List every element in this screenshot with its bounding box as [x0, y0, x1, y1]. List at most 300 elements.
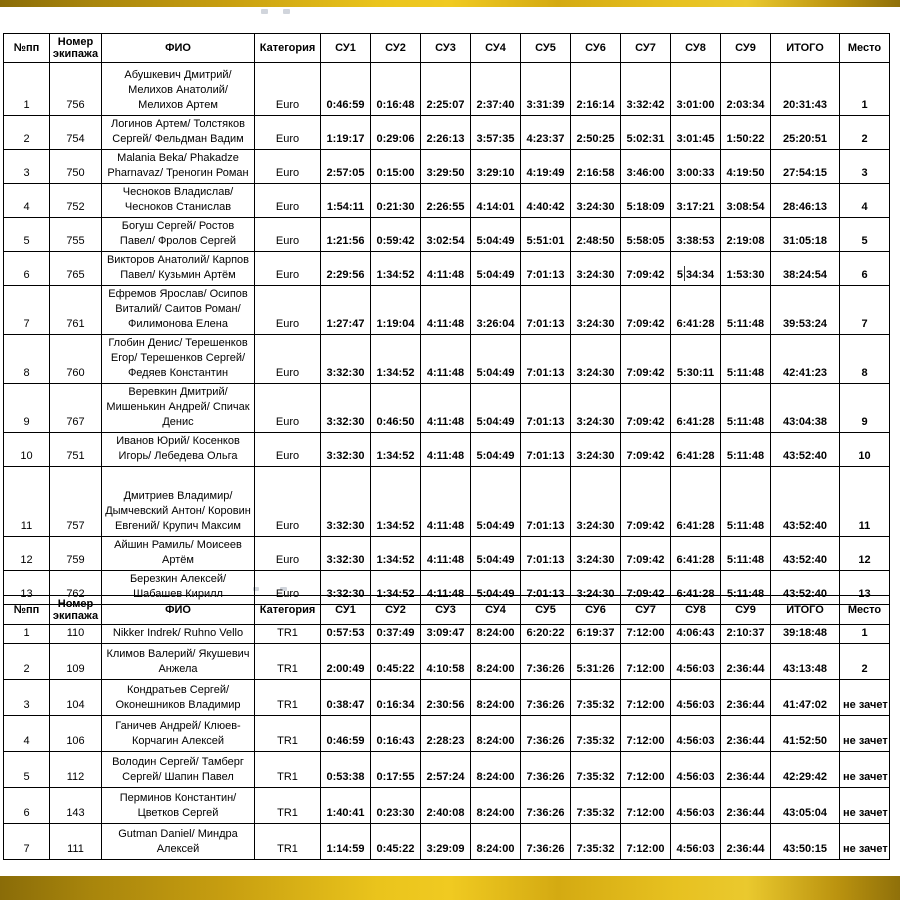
- cell: Euro: [255, 63, 321, 116]
- cell: Кондратьев Сергей/ Оконешников Владимир: [102, 680, 255, 716]
- cell: 0:57:53: [321, 625, 371, 644]
- smudge-mark: [283, 9, 290, 14]
- cell: 7: [840, 286, 890, 335]
- table-row: [4, 63, 890, 116]
- cell: Euro: [255, 116, 321, 150]
- cell: 3:01:45: [671, 116, 721, 150]
- cell: Euro: [255, 252, 321, 286]
- cell: 4:56:03: [671, 680, 721, 716]
- cell: 0:59:42: [371, 218, 421, 252]
- cell: 9: [840, 384, 890, 433]
- cell: Володин Сергей/ Тамберг Сергей/ Шапин Павел: [102, 752, 255, 788]
- smudge-mark: [261, 9, 268, 14]
- cell: 0:46:59: [321, 716, 371, 752]
- column-header: СУ8: [671, 596, 721, 625]
- table-row: [4, 788, 890, 824]
- cell: 1:34:52: [371, 571, 421, 605]
- cell: 0:29:06: [371, 116, 421, 150]
- cell: 0:16:48: [371, 63, 421, 116]
- cell: 43:52:40: [771, 537, 840, 571]
- column-header: СУ5: [521, 34, 571, 63]
- cell: не зачет: [840, 680, 890, 716]
- cell: 10: [840, 433, 890, 467]
- column-header: СУ6: [571, 34, 621, 63]
- cell: 2:16:14: [571, 63, 621, 116]
- cell: 2:29:56: [321, 252, 371, 286]
- cell: 25:20:51: [771, 116, 840, 150]
- cell: 5:11:48: [721, 384, 771, 433]
- cell: не зачет: [840, 752, 890, 788]
- cell: 6:19:37: [571, 625, 621, 644]
- cell: 1:34:52: [371, 335, 421, 384]
- cell: 765: [50, 252, 102, 286]
- table-header: [4, 596, 890, 625]
- cell: 7:35:32: [571, 788, 621, 824]
- cell: 0:45:22: [371, 824, 421, 860]
- cell: 3:24:30: [571, 433, 621, 467]
- cell: 43:50:15: [771, 824, 840, 860]
- cell: 5:58:05: [621, 218, 671, 252]
- cell[interactable]: 5 34:34: [671, 252, 721, 286]
- cell: 2:36:44: [721, 824, 771, 860]
- cell: 2:50:25: [571, 116, 621, 150]
- top-gold-divider: [0, 0, 900, 7]
- cell: 2: [840, 644, 890, 680]
- cell: 7:09:42: [621, 252, 671, 286]
- cell: 112: [50, 752, 102, 788]
- cell: 4:56:03: [671, 824, 721, 860]
- cell: 3:02:54: [421, 218, 471, 252]
- cell: 7:35:32: [571, 824, 621, 860]
- cell: 5:11:48: [721, 335, 771, 384]
- table-row: [4, 433, 890, 467]
- cell: 11: [840, 467, 890, 537]
- cell: 1:21:56: [321, 218, 371, 252]
- cell: 2:57:05: [321, 150, 371, 184]
- cell: 2: [4, 644, 50, 680]
- cell: не зачет: [840, 788, 890, 824]
- column-header: СУ1: [321, 34, 371, 63]
- cell: Айшин Рамиль/ Моисеев Артём: [102, 537, 255, 571]
- cell: 41:52:50: [771, 716, 840, 752]
- cell: 43:52:40: [771, 571, 840, 605]
- cell: 750: [50, 150, 102, 184]
- cell: 3:29:09: [421, 824, 471, 860]
- cell: 2:19:08: [721, 218, 771, 252]
- cell: 1:40:41: [321, 788, 371, 824]
- cell: 8:24:00: [471, 752, 521, 788]
- cell: Ганичев Андрей/ Клюев-Корчагин Алексей: [102, 716, 255, 752]
- cell: 4:11:48: [421, 571, 471, 605]
- cell: 5:31:26: [571, 644, 621, 680]
- column-header: №пп: [4, 34, 50, 63]
- cell: 2:26:13: [421, 116, 471, 150]
- cell: 3:32:42: [621, 63, 671, 116]
- cell: 31:05:18: [771, 218, 840, 252]
- cell: 28:46:13: [771, 184, 840, 218]
- column-header: Номер экипажа: [50, 596, 102, 625]
- table-row: [4, 716, 890, 752]
- cell: 43:05:04: [771, 788, 840, 824]
- cell: 5:51:01: [521, 218, 571, 252]
- cell: 3:32:30: [321, 433, 371, 467]
- cell: 2:40:08: [421, 788, 471, 824]
- column-header: СУ6: [571, 596, 621, 625]
- cell: Викторов Анатолий/ Карпов Павел/ Кузьмин Артём: [102, 252, 255, 286]
- cell: 8:24:00: [471, 644, 521, 680]
- column-header: СУ7: [621, 596, 671, 625]
- cell: 20:31:43: [771, 63, 840, 116]
- cell: 2: [840, 116, 890, 150]
- cell: 7:09:42: [621, 286, 671, 335]
- cell: 8:24:00: [471, 788, 521, 824]
- cell: 759: [50, 537, 102, 571]
- cell: 752: [50, 184, 102, 218]
- cell: 4:11:48: [421, 286, 471, 335]
- table-row: [4, 625, 890, 644]
- cell: 3: [4, 680, 50, 716]
- cell: 1:27:47: [321, 286, 371, 335]
- cell: 7:12:00: [621, 680, 671, 716]
- cell: 11: [4, 467, 50, 537]
- cell: 13: [4, 571, 50, 605]
- cell: 42:29:42: [771, 752, 840, 788]
- cell: 0:16:43: [371, 716, 421, 752]
- cell: 4:56:03: [671, 716, 721, 752]
- cell: Euro: [255, 467, 321, 537]
- cell: 5:04:49: [471, 467, 521, 537]
- cell: TR1: [255, 716, 321, 752]
- cell: 7:36:26: [521, 680, 571, 716]
- table-row: [4, 335, 890, 384]
- cell: TR1: [255, 680, 321, 716]
- cell: 8: [4, 335, 50, 384]
- cell: 2:57:24: [421, 752, 471, 788]
- table-row: [4, 824, 890, 860]
- cell: 2:36:44: [721, 752, 771, 788]
- table-header: [4, 34, 890, 63]
- cell: 3: [4, 150, 50, 184]
- cell: 3:24:30: [571, 286, 621, 335]
- header-row: [4, 596, 890, 625]
- cell: 5:04:49: [471, 218, 521, 252]
- cell: 5:04:49: [471, 335, 521, 384]
- cell: 1:50:22: [721, 116, 771, 150]
- cell: 2:25:07: [421, 63, 471, 116]
- cell: 1: [840, 63, 890, 116]
- cell: 3:38:53: [671, 218, 721, 252]
- table-row: [4, 116, 890, 150]
- column-header: ФИО: [102, 596, 255, 625]
- bottom-gold-divider: [0, 876, 900, 900]
- cell: 3:57:35: [471, 116, 521, 150]
- column-header: СУ4: [471, 596, 521, 625]
- cell: 1:54:11: [321, 184, 371, 218]
- cell: 4:56:03: [671, 644, 721, 680]
- cell: Иванов Юрий/ Косенков Игорь/ Лебедева Ольга: [102, 433, 255, 467]
- cell: 0:21:30: [371, 184, 421, 218]
- cell: 3:32:30: [321, 537, 371, 571]
- cell: 7: [4, 286, 50, 335]
- column-header: СУ9: [721, 596, 771, 625]
- column-header: ФИО: [102, 34, 255, 63]
- cell: 7:12:00: [621, 824, 671, 860]
- table-row: [4, 150, 890, 184]
- cell: 3:31:39: [521, 63, 571, 116]
- cell: 3:29:50: [421, 150, 471, 184]
- cell: Euro: [255, 537, 321, 571]
- cell: 4:11:48: [421, 537, 471, 571]
- cell: 8:24:00: [471, 680, 521, 716]
- cell: 0:15:00: [371, 150, 421, 184]
- column-header: СУ9: [721, 34, 771, 63]
- cell: 756: [50, 63, 102, 116]
- cell: 3:24:30: [571, 537, 621, 571]
- cell: 7:09:42: [621, 467, 671, 537]
- cell: 10: [4, 433, 50, 467]
- cell: TR1: [255, 625, 321, 644]
- results-table-tr1: [3, 595, 890, 860]
- column-header: №пп: [4, 596, 50, 625]
- cell: 4:11:48: [421, 384, 471, 433]
- table-row: [4, 644, 890, 680]
- cell: 3:26:04: [471, 286, 521, 335]
- cell: 7:12:00: [621, 625, 671, 644]
- cell: 7:09:42: [621, 384, 671, 433]
- cell: 761: [50, 286, 102, 335]
- table-row: [4, 537, 890, 571]
- cell: 0:38:47: [321, 680, 371, 716]
- cell: 43:13:48: [771, 644, 840, 680]
- cell: Malania Beka/ Phakadze Pharnavaz/ Треногин Роман: [102, 150, 255, 184]
- cell: 3:24:30: [571, 384, 621, 433]
- cell: 4:56:03: [671, 788, 721, 824]
- cell: 2:36:44: [721, 644, 771, 680]
- cell: 3:32:30: [321, 571, 371, 605]
- cell: 5:04:49: [471, 384, 521, 433]
- column-header: ИТОГО: [771, 596, 840, 625]
- cell: 110: [50, 625, 102, 644]
- cell: 2:26:55: [421, 184, 471, 218]
- cell: 7: [4, 824, 50, 860]
- cell: 4:56:03: [671, 752, 721, 788]
- column-header: СУ5: [521, 596, 571, 625]
- cell: 3:32:30: [321, 467, 371, 537]
- cell: Gutman Daniel/ Миндра Алексей: [102, 824, 255, 860]
- cell: 754: [50, 116, 102, 150]
- cell: 7:12:00: [621, 644, 671, 680]
- column-header: Категория: [255, 596, 321, 625]
- cell: 1:34:52: [371, 433, 421, 467]
- cell: 41:47:02: [771, 680, 840, 716]
- cell: Чесноков Владислав/ Чесноков Станислав: [102, 184, 255, 218]
- cell: Euro: [255, 218, 321, 252]
- table-row: [4, 218, 890, 252]
- column-header: СУ1: [321, 596, 371, 625]
- cell: 762: [50, 571, 102, 605]
- cell: 3:32:30: [321, 335, 371, 384]
- cell: 1:34:52: [371, 467, 421, 537]
- cell: 5:04:49: [471, 537, 521, 571]
- column-header: СУ8: [671, 34, 721, 63]
- cell: 4:40:42: [521, 184, 571, 218]
- cell: 8:24:00: [471, 625, 521, 644]
- cell: TR1: [255, 644, 321, 680]
- cell: 0:45:22: [371, 644, 421, 680]
- column-header: СУ2: [371, 34, 421, 63]
- column-header: Номер экипажа: [50, 34, 102, 63]
- cell: 5:11:48: [721, 433, 771, 467]
- column-header: Место: [840, 34, 890, 63]
- cell: 3:29:10: [471, 150, 521, 184]
- cell: не зачет: [840, 824, 890, 860]
- cell: 4: [840, 184, 890, 218]
- cell: 106: [50, 716, 102, 752]
- cell: 7:09:42: [621, 537, 671, 571]
- cell: 4:06:43: [671, 625, 721, 644]
- cell: 5: [4, 218, 50, 252]
- cell: 2:30:56: [421, 680, 471, 716]
- cell: 6:20:22: [521, 625, 571, 644]
- cell: 109: [50, 644, 102, 680]
- cell: 4: [4, 716, 50, 752]
- cell: 4:19:49: [521, 150, 571, 184]
- cell: 6:41:28: [671, 286, 721, 335]
- cell: 6: [4, 788, 50, 824]
- cell: 13: [840, 571, 890, 605]
- cell: Богуш Сергей/ Ростов Павел/ Фролов Сергей: [102, 218, 255, 252]
- cell: 5:11:48: [721, 467, 771, 537]
- cell: Логинов Артем/ Толстяков Сергей/ Фельдман Вадим: [102, 116, 255, 150]
- cell: 43:52:40: [771, 467, 840, 537]
- table-row: [4, 680, 890, 716]
- table-row: [4, 184, 890, 218]
- cell: 0:46:59: [321, 63, 371, 116]
- cell: 5:04:49: [471, 433, 521, 467]
- cell: 4:10:58: [421, 644, 471, 680]
- header-row: [4, 34, 890, 63]
- cell: Euro: [255, 184, 321, 218]
- cell: 9: [4, 384, 50, 433]
- cell: 0:37:49: [371, 625, 421, 644]
- cell: 5: [840, 218, 890, 252]
- cell: 2:36:44: [721, 788, 771, 824]
- cell: 3:24:30: [571, 467, 621, 537]
- column-header: СУ2: [371, 596, 421, 625]
- cell: 3:01:00: [671, 63, 721, 116]
- table-row: [4, 752, 890, 788]
- cell: 2: [4, 116, 50, 150]
- cell: 7:09:42: [621, 335, 671, 384]
- cell: 5:11:48: [721, 571, 771, 605]
- cell: 1: [4, 625, 50, 644]
- cell: 7:09:42: [621, 433, 671, 467]
- text-cursor: [684, 266, 685, 281]
- cell: Березкин Алексей/ Шабашев Кирилл: [102, 571, 255, 605]
- cell: 3: [840, 150, 890, 184]
- column-header: СУ3: [421, 596, 471, 625]
- cell: 5:30:11: [671, 335, 721, 384]
- cell: 6:41:28: [671, 467, 721, 537]
- table-row: [4, 384, 890, 433]
- cell: 7:35:32: [571, 716, 621, 752]
- cell: 43:04:38: [771, 384, 840, 433]
- cell: 111: [50, 824, 102, 860]
- cell: 6: [840, 252, 890, 286]
- cell: 27:54:15: [771, 150, 840, 184]
- cell: 4: [4, 184, 50, 218]
- cell: 7:12:00: [621, 788, 671, 824]
- cell: 2:36:44: [721, 680, 771, 716]
- cell: 5:18:09: [621, 184, 671, 218]
- cell: 755: [50, 218, 102, 252]
- cell: 42:41:23: [771, 335, 840, 384]
- results-table-euro: [3, 33, 890, 605]
- cell: 4:11:48: [421, 467, 471, 537]
- cell: 2:48:50: [571, 218, 621, 252]
- cell: 4:11:48: [421, 335, 471, 384]
- cell: 8: [840, 335, 890, 384]
- cell: 0:53:38: [321, 752, 371, 788]
- cell: Euro: [255, 286, 321, 335]
- cell: 751: [50, 433, 102, 467]
- cell: не зачет: [840, 716, 890, 752]
- cell: 3:24:30: [571, 335, 621, 384]
- cell: 2:36:44: [721, 716, 771, 752]
- cell: Веревкин Дмитрий/ Мишенькин Андрей/ Спичак Денис: [102, 384, 255, 433]
- cell: 7:09:42: [621, 571, 671, 605]
- cell: 3:17:21: [671, 184, 721, 218]
- cell: 2:16:58: [571, 150, 621, 184]
- cell: 7:01:13: [521, 537, 571, 571]
- cell: Euro: [255, 571, 321, 605]
- cell: 4:11:48: [421, 252, 471, 286]
- cell: 0:46:50: [371, 384, 421, 433]
- cell: 7:36:26: [521, 716, 571, 752]
- cell: 767: [50, 384, 102, 433]
- cell: 7:36:26: [521, 752, 571, 788]
- cell: 1: [840, 625, 890, 644]
- cell: 7:01:13: [521, 252, 571, 286]
- cell: 43:52:40: [771, 433, 840, 467]
- cell: 6: [4, 252, 50, 286]
- cell: Euro: [255, 384, 321, 433]
- cell: 7:01:13: [521, 433, 571, 467]
- cell: 0:16:34: [371, 680, 421, 716]
- cell: 1:19:04: [371, 286, 421, 335]
- cell: 7:01:13: [521, 571, 571, 605]
- cell: TR1: [255, 788, 321, 824]
- cell: 7:36:26: [521, 824, 571, 860]
- cell: 5:02:31: [621, 116, 671, 150]
- cell: 760: [50, 335, 102, 384]
- cell: Климов Валерий/ Якушевич Анжела: [102, 644, 255, 680]
- cell: 3:00:33: [671, 150, 721, 184]
- column-header: ИТОГО: [771, 34, 840, 63]
- cell: 39:53:24: [771, 286, 840, 335]
- table-row: [4, 286, 890, 335]
- cell: 1:34:52: [371, 252, 421, 286]
- cell: Euro: [255, 335, 321, 384]
- cell: 7:12:00: [621, 752, 671, 788]
- cell: 7:01:13: [521, 335, 571, 384]
- cell: 1:34:52: [371, 537, 421, 571]
- cell: 4:23:37: [521, 116, 571, 150]
- cell: 1:53:30: [721, 252, 771, 286]
- cell: 5:11:48: [721, 537, 771, 571]
- cell: 7:36:26: [521, 788, 571, 824]
- cell: 7:12:00: [621, 716, 671, 752]
